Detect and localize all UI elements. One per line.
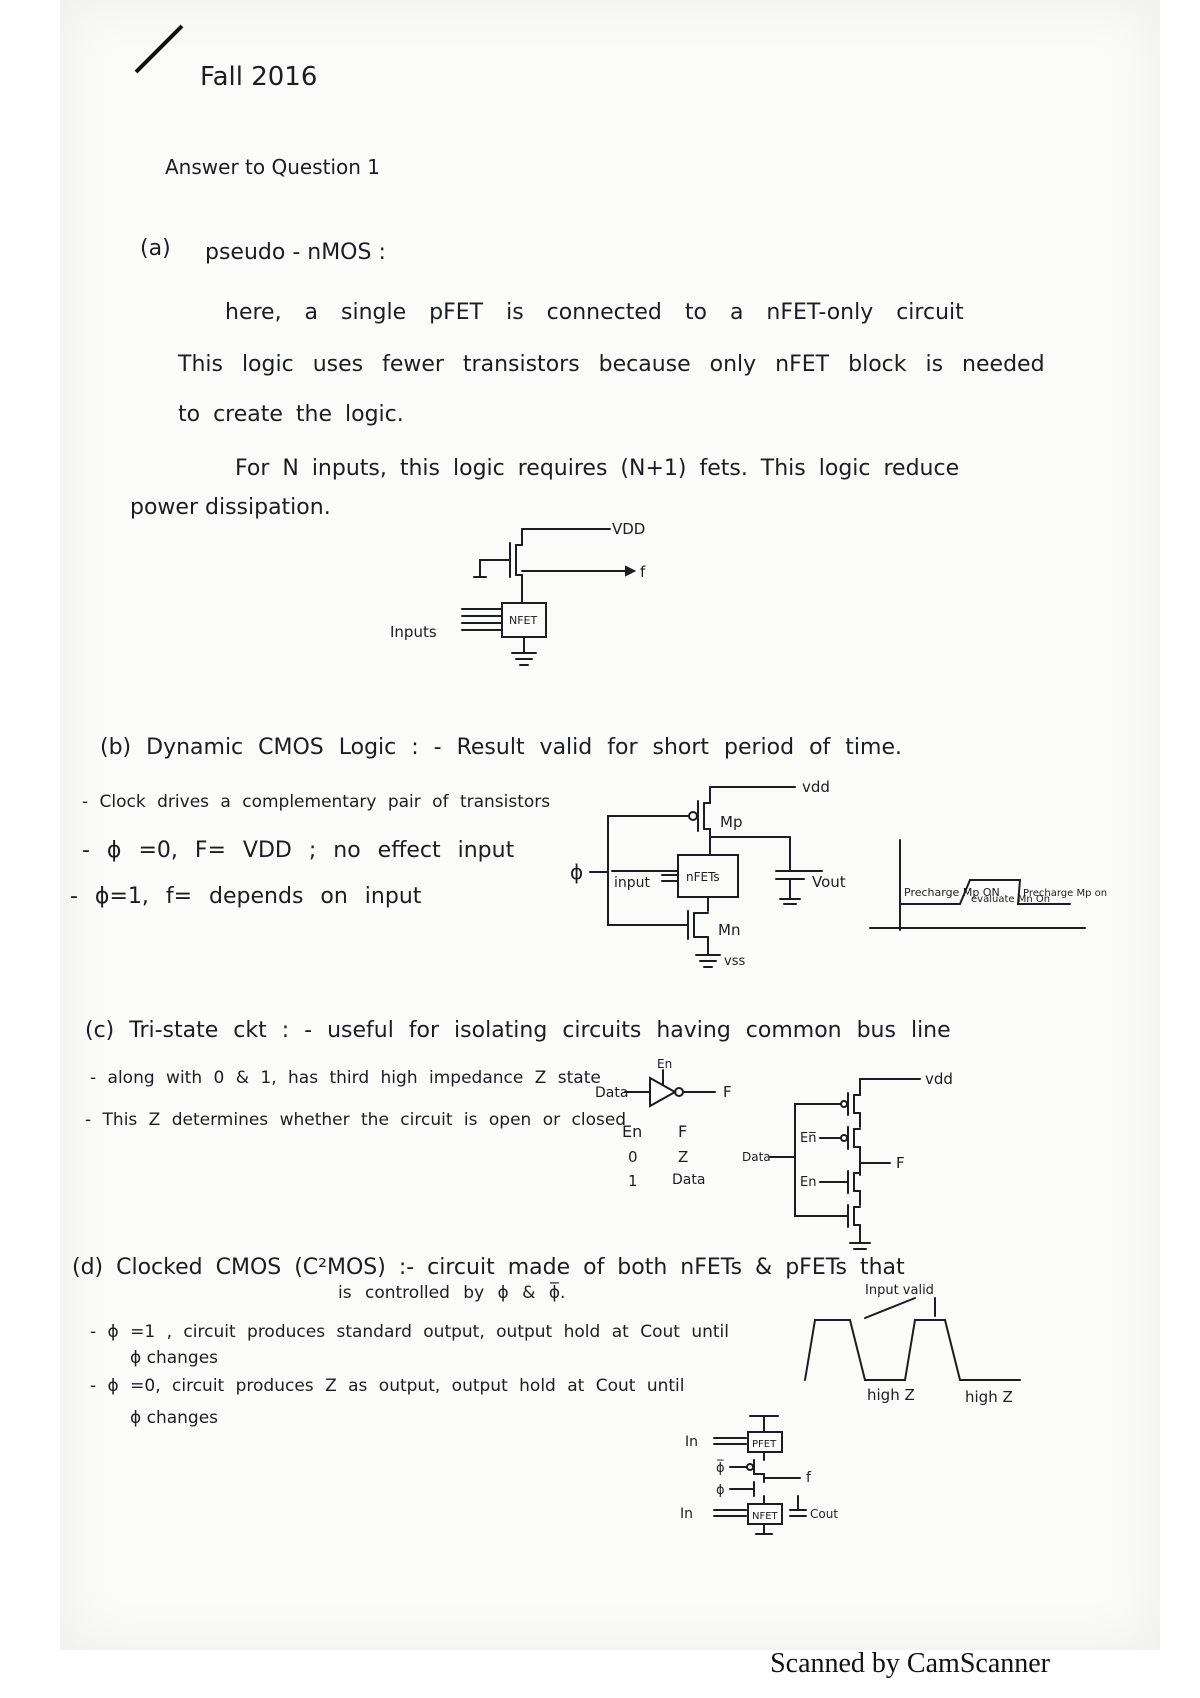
phase-timeline [870,840,1108,940]
truth-row-0-en: 0 [628,1148,638,1166]
in-bottom-label: In [680,1506,694,1522]
cout-label: Cout [810,1507,839,1521]
part-a-title: pseudo - nMOS : [205,240,386,265]
nfets-label: nFETs [686,870,720,884]
part-b-title: (b) Dynamic CMOS Logic : - Result valid for short period of time. [100,735,902,760]
c2mos-circuit [660,1410,860,1540]
part-c-line-2: - This Z determines whether the circuit is open or closed [85,1110,627,1130]
part-a-label: (a) [140,236,171,261]
mp-gate-bubble [689,812,697,820]
part-c-line-1: - along with 0 & 1, has third high impedance Z state [90,1068,601,1088]
vdd-label: vdd [802,778,830,796]
tristate-circuit [742,1065,980,1265]
vss-label: vss [724,954,746,969]
phase-evaluate: evaluate Mn On [971,894,1051,905]
dynamic-cmos-diagram [550,775,846,975]
part-a-line-2: This logic uses fewer transistors because only nFET block is needed [178,352,1045,377]
high-z-label-1: high Z [867,1386,915,1404]
waveform-line [805,1320,1020,1380]
part-b-line-3: - ϕ=1, f= depends on input [70,884,422,909]
part-d-line-3: - ϕ =0, circuit produces Z as output, output hold at Cout until [90,1376,685,1396]
tristate-buffer-symbol [595,1057,755,1120]
camscanner-footer: Scanned by CamScanner [770,1648,1050,1679]
phi-label: ϕ [570,860,584,884]
c2mos-waveform [795,1280,1035,1420]
output-arrow-icon [626,567,634,575]
en-label: En [657,1057,673,1071]
part-a-line-3: to create the logic. [178,402,404,427]
scanned-page [60,0,1160,1650]
part-a-line-1: here, a single pFET is connected to a nFET-only circuit [225,300,964,325]
output-label: f [640,563,646,581]
phi-bar-label: ϕ̅ [716,1461,725,1476]
part-a-line-5: power dissipation. [130,495,331,520]
nfet-label: NFET [752,1511,778,1522]
part-c-title: (c) Tri-state ckt : - useful for isolating circuits having common bus line [85,1018,951,1043]
answer-heading: Answer to Question 1 [165,155,380,179]
en-bar-label: En̅ [800,1131,817,1146]
input-label: input [614,875,651,891]
input-valid-label: Input valid [865,1283,934,1298]
part-d-title: (d) Clocked CMOS (C²MOS) :- circuit made of both nFETs & pFETs that [72,1255,905,1280]
high-z-label-2: high Z [965,1388,1013,1406]
phase-precharge-1: Precharge Mp ON [904,886,1000,899]
part-d-title-cont: is controlled by ϕ & ϕ̅. [338,1283,566,1303]
f-label: F [896,1154,905,1172]
nfet-block-label: NFET [509,614,538,627]
part-b-line-2: - ϕ =0, F= VDD ; no effect input [82,838,515,863]
vdd-label: vdd [925,1070,953,1088]
vdd-label: VDD [612,520,646,538]
f-out-label: f [806,1470,811,1486]
pen-stroke-mark [130,20,190,80]
truth-row-1-en: 1 [628,1172,638,1190]
part-d-line-1: - ϕ =1 , circuit produces standard output, output hold at Cout until [90,1322,729,1342]
date-heading: Fall 2016 [200,62,318,92]
pfet-label: PFET [752,1439,777,1450]
part-d-line-4: ϕ changes [130,1408,219,1428]
mn-label: Mn [718,921,741,939]
truth-header-f: F [678,1122,688,1141]
part-a-line-4: For N inputs, this logic requires (N+1) fets. This logic reduce [235,456,960,481]
in-top-label: In [685,1434,699,1450]
en-label: En [800,1175,817,1190]
vout-label: Vout [812,873,846,891]
pseudo-nmos-diagram [390,515,660,675]
data-label: Data [742,1150,771,1164]
data-in-label: Data [595,1085,629,1101]
phase-precharge-2: Precharge Mp on [1023,888,1108,899]
truth-row-0-f: Z [678,1148,689,1166]
part-d-line-2: ϕ changes [130,1348,219,1368]
phi-label: ϕ [716,1483,725,1498]
truth-header-en: En [622,1122,643,1141]
inputs-label: Inputs [390,623,437,641]
part-b-line-1: - Clock drives a complementary pair of transistors [82,792,551,812]
mp-label: Mp [720,813,743,831]
f-out-label: F [723,1083,732,1101]
truth-row-1-f: Data [672,1172,706,1188]
